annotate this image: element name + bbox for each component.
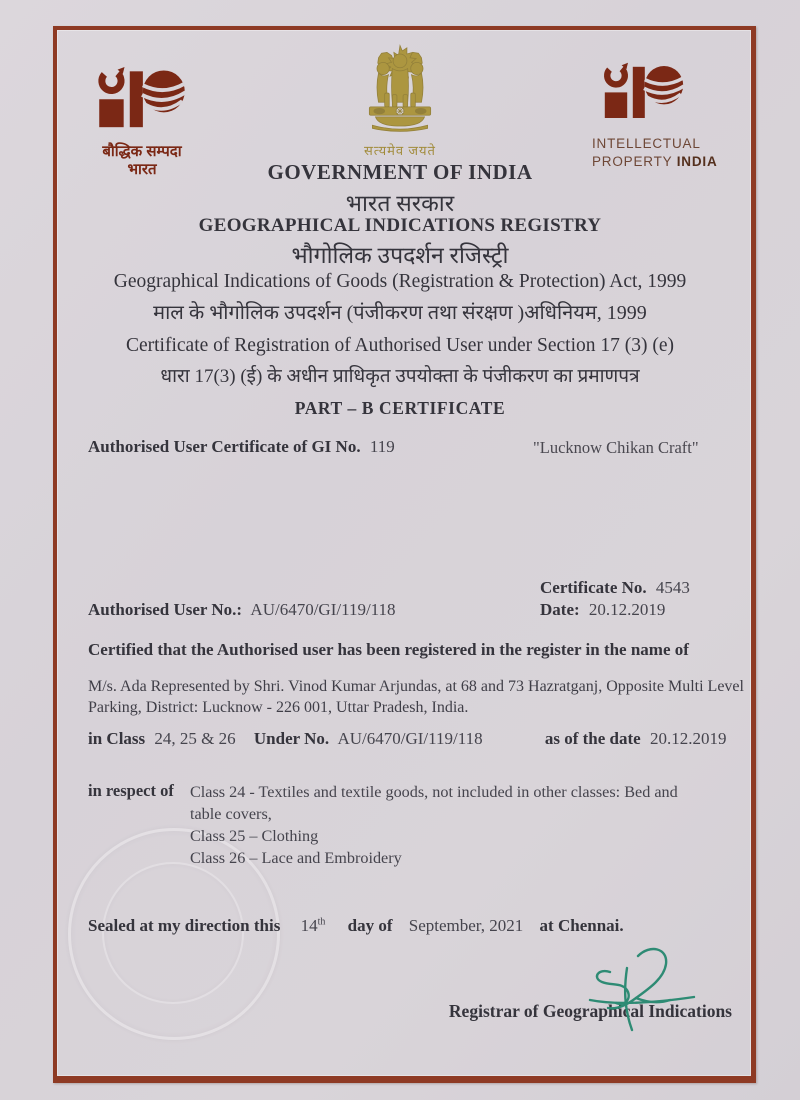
part-b-certificate-title: PART – B CERTIFICATE — [294, 398, 506, 418]
certificate-number-label: Certificate No. — [540, 578, 647, 597]
under-no-label: Under No. — [253, 729, 330, 748]
ip-logo-left-text1: बौद्धिक सम्पदा — [102, 143, 182, 160]
class-26-description: Class 26 – Lace and Embroidery — [190, 849, 402, 868]
sealed-day: 14th — [300, 916, 326, 935]
ip-logo-right-text1: INTELLECTUAL — [592, 136, 701, 151]
sealed-statement — [88, 916, 624, 936]
certificate-date-value: 20.12.2019 — [588, 600, 666, 619]
as-of-date-value: 20.12.2019 — [649, 729, 727, 748]
government-of-india-title-hindi: भारत सरकार — [345, 191, 455, 216]
registry-title-hindi: भौगोलिक उपदर्शन रजिस्ट्री — [291, 243, 509, 268]
class-values: 24, 25 & 26 — [154, 729, 236, 748]
certified-statement: Certified that the Authorised user has been registered in the register in the name of — [88, 640, 689, 659]
government-of-india-title: GOVERNMENT OF INDIA — [267, 160, 533, 184]
registrar-signature — [580, 942, 698, 1042]
emblem-motto: सत्यमेव जयते — [364, 143, 436, 158]
section-title-hindi: धारा 17(3) (ई) के अधीन प्राधिकृत उपयोक्ता के पंजीकरण का प्रमाणपत्र — [160, 366, 640, 387]
ip-logo-left-text2: भारत — [127, 161, 157, 178]
sealed-month: September, 2021 — [408, 916, 524, 935]
ip-logo-icon — [94, 66, 190, 136]
in-respect-of-label: in respect of — [88, 781, 174, 800]
sealed-place: at Chennai. — [539, 916, 624, 935]
as-of-date-label: as of the date — [544, 729, 641, 748]
under-no-value: AU/6470/GI/119/118 — [337, 729, 483, 748]
act-title: Geographical Indications of Goods (Registration & Protection) Act, 1999 — [113, 271, 687, 292]
certificate-date-label: Date: — [540, 600, 580, 619]
registry-title: GEOGRAPHICAL INDICATIONS REGISTRY — [198, 215, 602, 236]
certificate-number-row — [540, 577, 690, 599]
sealed-day-of-label: day of — [347, 916, 393, 935]
class-line — [88, 729, 726, 749]
authorised-user-number-line — [88, 600, 396, 620]
ashoka-lion-capital-icon — [354, 42, 446, 138]
class-24-description: Class 24 - Textiles and textile goods, not included in other classes: Bed and table covers, — [190, 783, 678, 824]
registrar-title: Registrar of Geographical Indications — [448, 1001, 732, 1021]
ip-logo-icon — [600, 62, 688, 126]
gi-number-line — [88, 437, 395, 457]
certificate-number-value: 4543 — [655, 578, 690, 597]
ip-logo-right — [592, 62, 742, 171]
sealed-prefix: Sealed at my direction this — [88, 916, 281, 935]
in-class-label: in Class — [88, 729, 146, 748]
ip-logo-right-india: INDIA — [676, 154, 718, 169]
class-descriptions — [190, 781, 695, 869]
gi-number-label: Authorised User Certificate of GI No. — [88, 437, 361, 456]
authorised-user-number-value: AU/6470/GI/119/118 — [250, 600, 396, 619]
gi-name: "Lucknow Chikan Craft" — [533, 438, 699, 457]
section-title: Certificate of Registration of Authorised User under Section 17 (3) (e) — [125, 335, 674, 356]
certificate-number-block — [540, 577, 690, 621]
act-title-hindi: माल के भौगोलिक उपदर्शन (पंजीकरण तथा संरक्षण )अधिनियम, 1999 — [153, 302, 647, 324]
gi-number-value: 119 — [369, 437, 395, 456]
national-emblem — [346, 42, 454, 159]
class-25-description: Class 25 – Clothing — [190, 827, 319, 846]
registered-name-address: M/s. Ada Represented by Shri. Vinod Kumar Arjundas, at 68 and 73 Hazratganj, Opposite Multi Level Parking, District: Lucknow - 226 001, Uttar Pradesh, India. — [88, 678, 744, 717]
authorised-user-number-label: Authorised User No.: — [88, 600, 243, 619]
certificate-date-row — [540, 599, 690, 621]
ip-logo-right-text2: PROPERTY INDIA — [592, 154, 718, 169]
